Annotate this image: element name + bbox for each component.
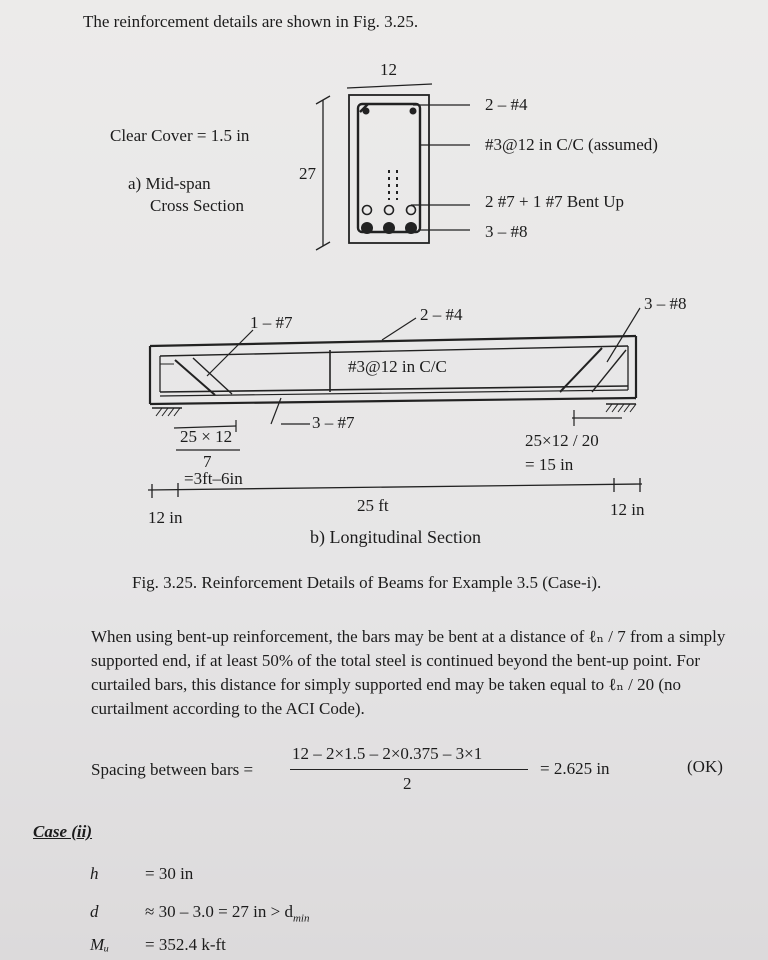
right-calc-line1: 25×12 / 20: [525, 431, 599, 450]
beam-bottom-edge: [150, 398, 636, 404]
left-calc-result: =3ft–6in: [184, 469, 243, 488]
case-heading: Case (ii): [33, 822, 93, 841]
cross-section-caption-2: Cross Section: [150, 196, 244, 215]
bent-bar-right: [560, 348, 602, 392]
label-stirrups-long: #3@12 in C/C: [348, 357, 447, 376]
label-1-7: 1 – #7: [250, 313, 293, 332]
span-label: 25 ft: [357, 496, 389, 515]
left-calc-numerator: 25 × 12: [180, 427, 233, 446]
cross-section-caption: a) Mid-span: [128, 174, 211, 193]
spacing-label: Spacing between bars =: [91, 760, 254, 779]
right-calc-line2: = 15 in: [525, 455, 574, 474]
top-bars-label: 2 – #4: [485, 95, 528, 114]
fraction-bar: [290, 769, 528, 770]
bent-bar: [407, 206, 416, 215]
eq-h-symbol: h: [90, 864, 99, 883]
body-paragraph: When using bent-up reinforcement, the bars may be bent at a distance of ℓₙ / 7 from a simply supported end, if at least 50% of the total steel is continued beyond the bent-up point. For curtailed bars, this distance for simply supported end may be taken equal to ℓₙ / 20 (no curtailment according to the ACI Code).: [91, 627, 726, 718]
eq-d-rhs-text: ≈ 30 – 3.0 = 27 in > d: [145, 902, 293, 921]
top-bar-long: [160, 346, 628, 356]
width-label: 12: [380, 60, 397, 79]
eq-mu-symbol: Mᵤ: [90, 935, 110, 954]
eq-d-rhs: [145, 902, 309, 924]
bottom-bar: [383, 222, 395, 234]
bottom-bar: [405, 222, 417, 234]
spacing-denominator: 2: [403, 774, 412, 793]
bent-bar-left: [175, 360, 215, 395]
stirrup: [358, 104, 420, 232]
width-dimension-line: [347, 84, 432, 88]
eq-h-rhs: = 30 in: [145, 864, 194, 883]
bottom-bar: [361, 222, 373, 234]
support-right-label: 12 in: [610, 500, 645, 519]
label-3-7: 3 – #7: [312, 413, 355, 432]
top-bar: [410, 108, 417, 115]
bent-bar: [363, 206, 372, 215]
left-calc-denominator: 7: [203, 452, 212, 471]
label-2-4: 2 – #4: [420, 305, 463, 324]
eq-mu-rhs: = 352.4 k-ft: [145, 935, 226, 954]
figure-caption: Fig. 3.25. Reinforcement Details of Beams for Example 3.5 (Case-i).: [132, 573, 602, 592]
label-3-8: 3 – #8: [644, 294, 687, 313]
eq-d-sub: min: [292, 912, 310, 925]
spacing-numerator: 12 – 2×1.5 – 2×0.375 – 3×1: [292, 744, 483, 763]
support-left-label: 12 in: [148, 508, 183, 527]
bent-bar: [385, 206, 394, 215]
bent-bars-label: 2 #7 + 1 #7 Bent Up: [485, 192, 624, 211]
intro-text: The reinforcement details are shown in Fig. 3.25.: [83, 12, 419, 31]
beam-top-edge: [150, 336, 636, 346]
bottom-bars-label: 3 – #8: [485, 222, 528, 241]
ok-label: (OK): [687, 757, 723, 776]
stirrups-label: #3@12 in C/C (assumed): [485, 135, 658, 154]
eq-d-symbol: d: [90, 902, 99, 921]
beam-outline: [349, 95, 429, 243]
spacing-result: = 2.625 in: [540, 759, 610, 778]
top-bar: [363, 108, 370, 115]
clear-cover-label: Clear Cover = 1.5 in: [110, 126, 250, 145]
longitudinal-caption: b) Longitudinal Section: [310, 527, 481, 547]
height-label: 27: [299, 164, 316, 183]
